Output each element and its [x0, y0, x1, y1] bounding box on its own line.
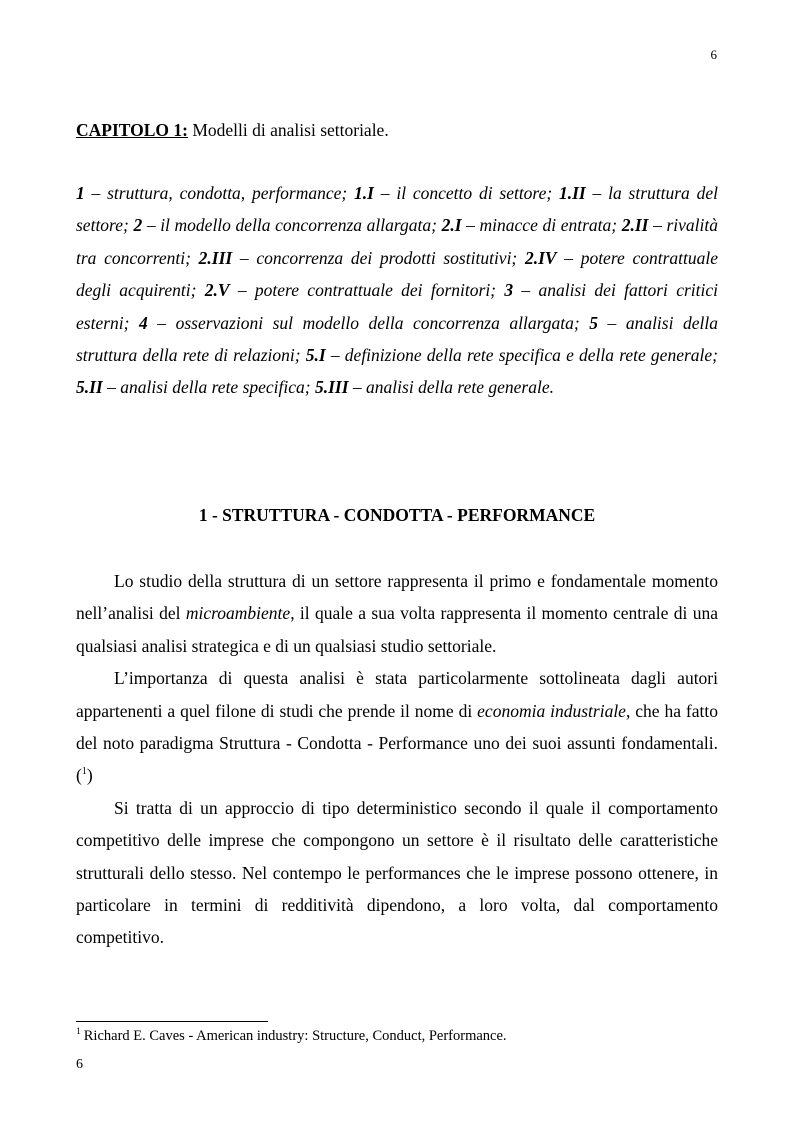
toc-entry: – struttura, condotta, performance; — [84, 183, 355, 203]
toc-number: 3 — [504, 280, 514, 301]
toc-number: 4 — [139, 312, 148, 333]
toc-number: 1 — [76, 183, 85, 203]
toc-number: 2.I — [441, 215, 462, 236]
toc-entry: – il concetto di settore; — [373, 183, 559, 203]
emphasis-text: economia industriale — [477, 700, 626, 721]
toc-number: 5.III — [314, 377, 349, 398]
toc-number: 5.II — [76, 377, 103, 398]
toc-entry: – potere contrattuale dei fornitori; — [229, 280, 505, 301]
toc-entry: – osservazioni sul modello della concorrenza allargata; — [147, 312, 590, 333]
paragraph: Si tratta di un approccio di tipo deterministico secondo il quale il comportamento competitivo delle imprese che compongono un settore è il risultato delle caratteristiche strutturali dello stesso. Nel contempo le performances che le imprese possono ottenere, in particolare in termini di redditività dipendono, a loro volta, dal comportamento competitivo. — [76, 797, 718, 948]
toc-number: 5 — [589, 312, 598, 333]
page-number-bottom: 6 — [76, 1057, 83, 1072]
toc-number: 2 — [133, 215, 143, 236]
toc-entry: – minacce di entrata; — [461, 215, 622, 236]
toc-number: 2.IV — [524, 247, 557, 268]
toc-entry: – rivalità tra concorrenti; — [76, 215, 718, 268]
paragraph-text: ) — [86, 765, 93, 786]
paragraph-text: , il quale a sua volta rappresenta il momento centrale di una qualsiasi analisi strategica e di un qualsiasi studio settoriale. — [76, 603, 718, 656]
paragraph-text: Lo studio della struttura di un settore rappresenta il primo e fondamentale momento nell’analisi del — [76, 571, 718, 624]
toc-entry: – definizione della rete specifica e della rete generale; — [325, 345, 718, 366]
paragraph — [76, 662, 718, 792]
footnote — [76, 1026, 718, 1046]
paragraph — [76, 565, 718, 662]
toc-number: 2.V — [204, 280, 230, 301]
footnote-marker: 1 — [76, 1027, 81, 1038]
toc-entry: – analisi dei fattori critici esterni; — [76, 280, 718, 333]
paragraph-text: , che ha fatto del noto paradigma Struttura - Condotta - Performance uno dei suoi assunti fondamentali.( — [76, 700, 718, 786]
chapter-label: CAPITOLO 1: — [76, 120, 188, 140]
toc-number: 2.III — [198, 247, 233, 268]
emphasis-text: microambiente — [185, 603, 291, 624]
toc-entry: – concorrenza dei prodotti sostitutivi; — [232, 247, 525, 268]
toc-entry: – la struttura del settore; — [76, 183, 718, 236]
toc-entry: – analisi della struttura della rete di relazioni; — [76, 312, 718, 366]
toc-entry: – analisi della rete generale. — [348, 377, 554, 398]
chapter-title: Modelli di analisi settoriale. — [187, 120, 389, 140]
body-text — [76, 565, 718, 954]
paragraph-text: L’importanza di questa analisi è stata particolarmente sottolineata dagli autori appartenenti a quel filone di studi che prende il nome di — [76, 668, 718, 721]
toc-number: 2.II — [621, 215, 649, 236]
footnote-text: Richard E. Caves - American industry: Structure, Conduct, Performance. — [83, 1028, 507, 1044]
page-number-top: 6 — [710, 47, 717, 62]
toc-entry: – potere contrattuale degli acquirenti; — [76, 247, 718, 301]
toc-entry: – il modello della concorrenza allargata; — [142, 215, 442, 236]
section-title: 1 - STRUTTURA - CONDOTTA - PERFORMANCE — [198, 505, 596, 525]
footnote-divider — [76, 1021, 268, 1022]
toc-number: 1.II — [559, 183, 586, 203]
toc-number: 1.I — [354, 183, 374, 203]
toc-number: 5.I — [305, 345, 326, 366]
chapter-heading — [76, 118, 718, 142]
footnote-reference[interactable]: 1 — [81, 766, 87, 778]
chapter-contents — [76, 177, 718, 404]
toc-entry: – analisi della rete specifica; — [102, 377, 315, 398]
